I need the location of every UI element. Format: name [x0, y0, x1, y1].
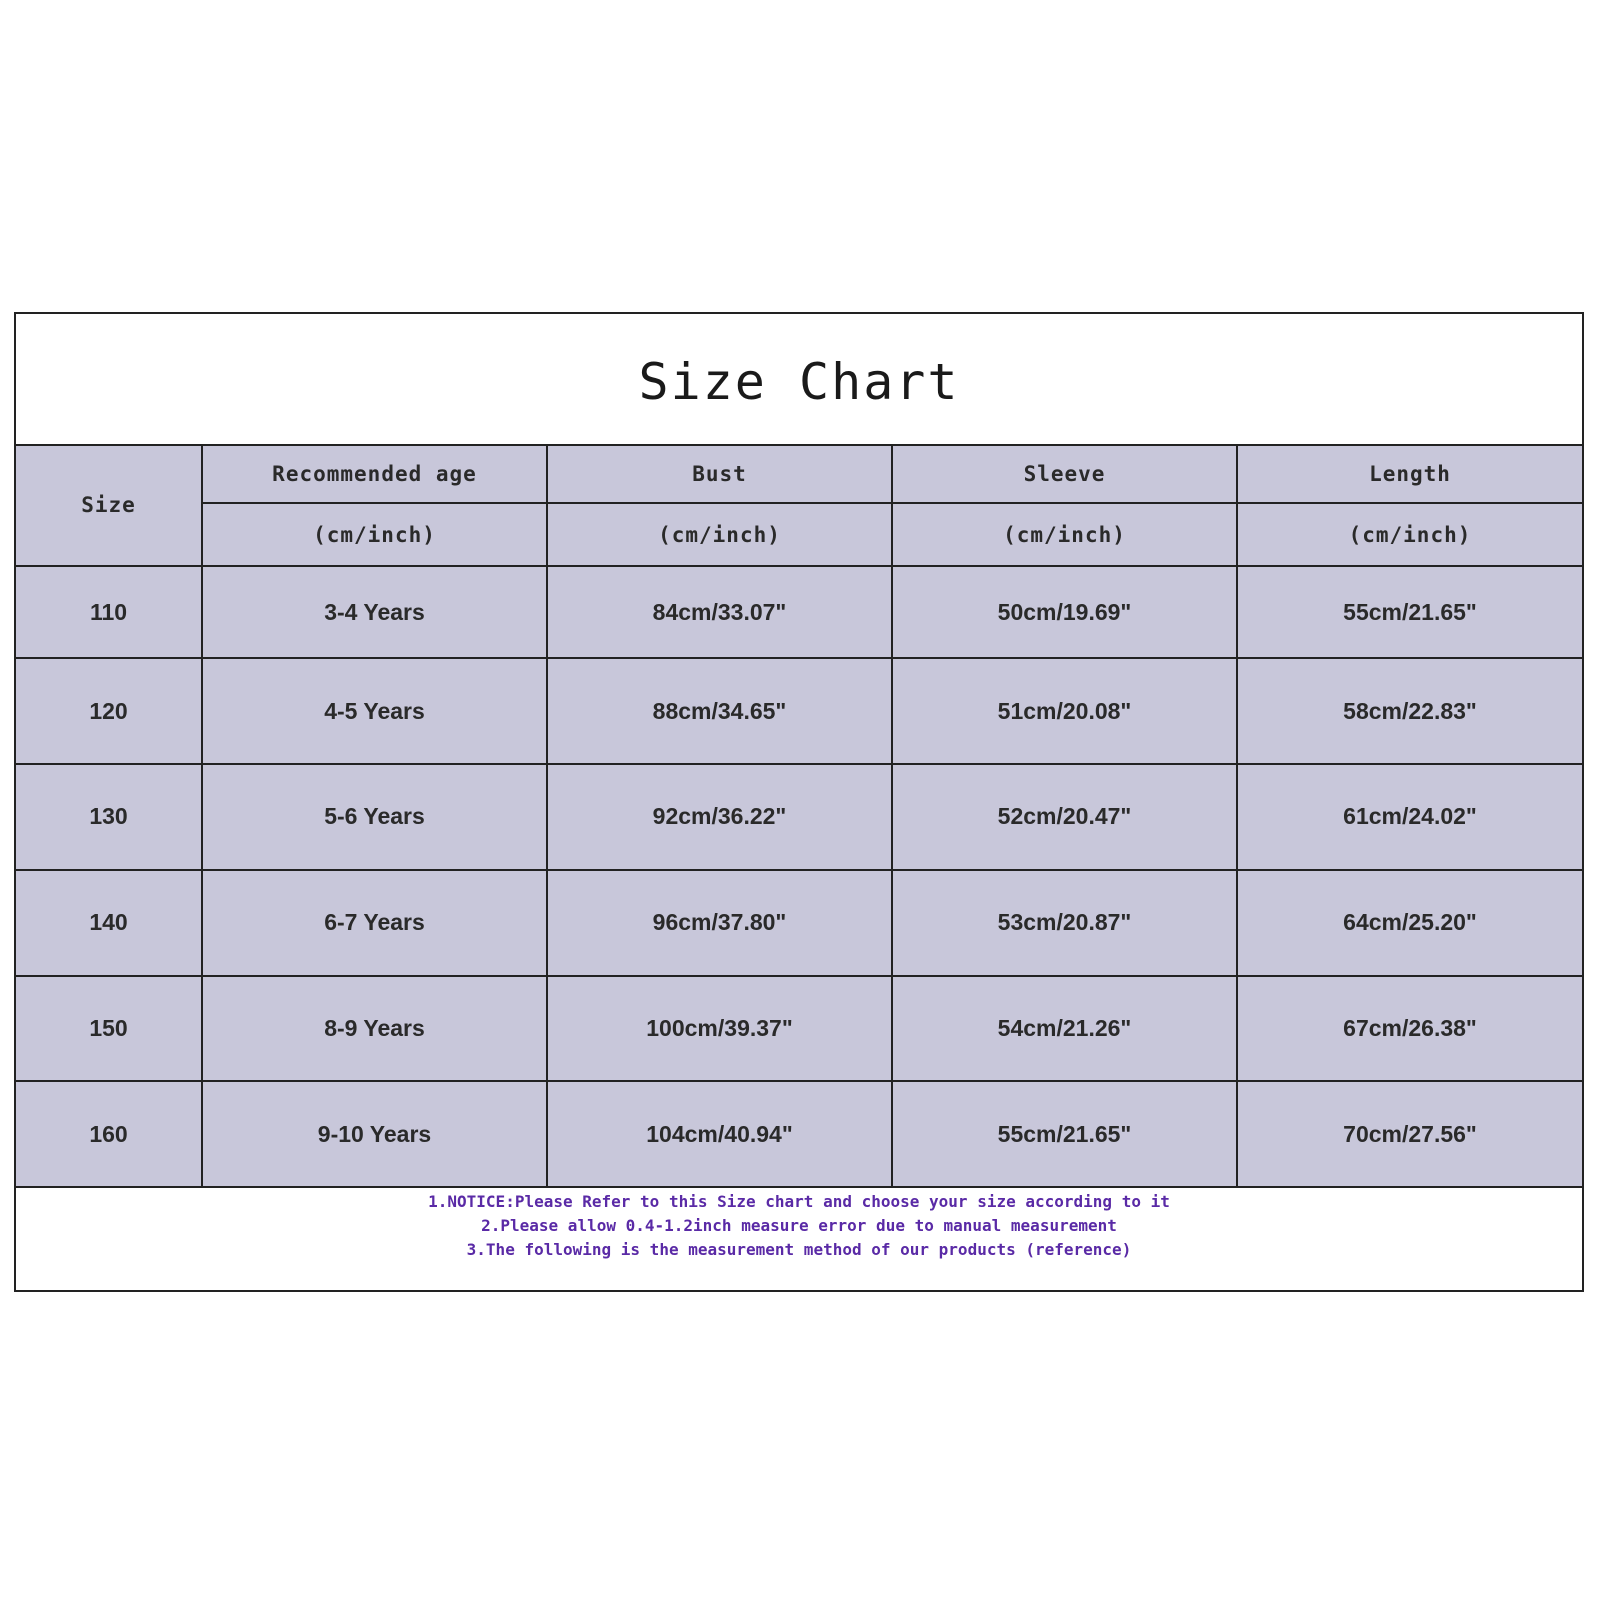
- header-length: Length: [1237, 445, 1582, 503]
- header-unit: (cm/inch): [547, 503, 892, 565]
- page-title: Size Chart: [638, 353, 960, 411]
- cell-age: 6-7 Years: [202, 870, 547, 976]
- cell-size: 130: [16, 764, 202, 870]
- cell-bust: 96cm/37.80": [547, 870, 892, 976]
- cell-sleeve: 55cm/21.65": [892, 1081, 1237, 1187]
- header-unit: (cm/inch): [892, 503, 1237, 565]
- table-row: [16, 566, 1582, 659]
- cell-size: 160: [16, 1081, 202, 1187]
- table-row: [16, 1081, 1582, 1187]
- cell-bust: 104cm/40.94": [547, 1081, 892, 1187]
- cell-age: 8-9 Years: [202, 976, 547, 1082]
- size-chart-frame: [14, 312, 1584, 1292]
- cell-bust: 88cm/34.65": [547, 658, 892, 764]
- cell-size: 140: [16, 870, 202, 976]
- cell-length: 67cm/26.38": [1237, 976, 1582, 1082]
- cell-bust: 84cm/33.07": [547, 566, 892, 659]
- cell-sleeve: 52cm/20.47": [892, 764, 1237, 870]
- header-unit: (cm/inch): [202, 503, 547, 565]
- header-sleeve: Sleeve: [892, 445, 1237, 503]
- cell-bust: 100cm/39.37": [547, 976, 892, 1082]
- cell-length: 70cm/27.56": [1237, 1081, 1582, 1187]
- cell-length: 58cm/22.83": [1237, 658, 1582, 764]
- table-row: [16, 870, 1582, 976]
- cell-size: 150: [16, 976, 202, 1082]
- cell-age: 3-4 Years: [202, 566, 547, 659]
- cell-size: 110: [16, 566, 202, 659]
- header-recommended-age: Recommended age: [202, 445, 547, 503]
- header-size: Size: [16, 445, 202, 566]
- notes: [16, 1188, 1582, 1294]
- header-bust: Bust: [547, 445, 892, 503]
- table-row: [16, 976, 1582, 1082]
- title-area: [16, 314, 1582, 444]
- size-table: [16, 444, 1582, 1188]
- note-line: 3.The following is the measurement method of our products (reference): [466, 1240, 1132, 1259]
- table-row: [16, 764, 1582, 870]
- cell-bust: 92cm/36.22": [547, 764, 892, 870]
- header-unit-row: [16, 503, 1582, 565]
- cell-age: 4-5 Years: [202, 658, 547, 764]
- note-line: 1.NOTICE:Please Refer to this Size chart and choose your size according to it: [428, 1192, 1170, 1211]
- cell-sleeve: 51cm/20.08": [892, 658, 1237, 764]
- cell-sleeve: 50cm/19.69": [892, 566, 1237, 659]
- cell-sleeve: 53cm/20.87": [892, 870, 1237, 976]
- header-row: [16, 445, 1582, 503]
- cell-size: 120: [16, 658, 202, 764]
- cell-length: 64cm/25.20": [1237, 870, 1582, 976]
- cell-age: 9-10 Years: [202, 1081, 547, 1187]
- table-row: [16, 658, 1582, 764]
- cell-length: 55cm/21.65": [1237, 566, 1582, 659]
- header-unit: (cm/inch): [1237, 503, 1582, 565]
- note-line: 2.Please allow 0.4-1.2inch measure error due to manual measurement: [481, 1216, 1117, 1235]
- cell-age: 5-6 Years: [202, 764, 547, 870]
- cell-length: 61cm/24.02": [1237, 764, 1582, 870]
- cell-sleeve: 54cm/21.26": [892, 976, 1237, 1082]
